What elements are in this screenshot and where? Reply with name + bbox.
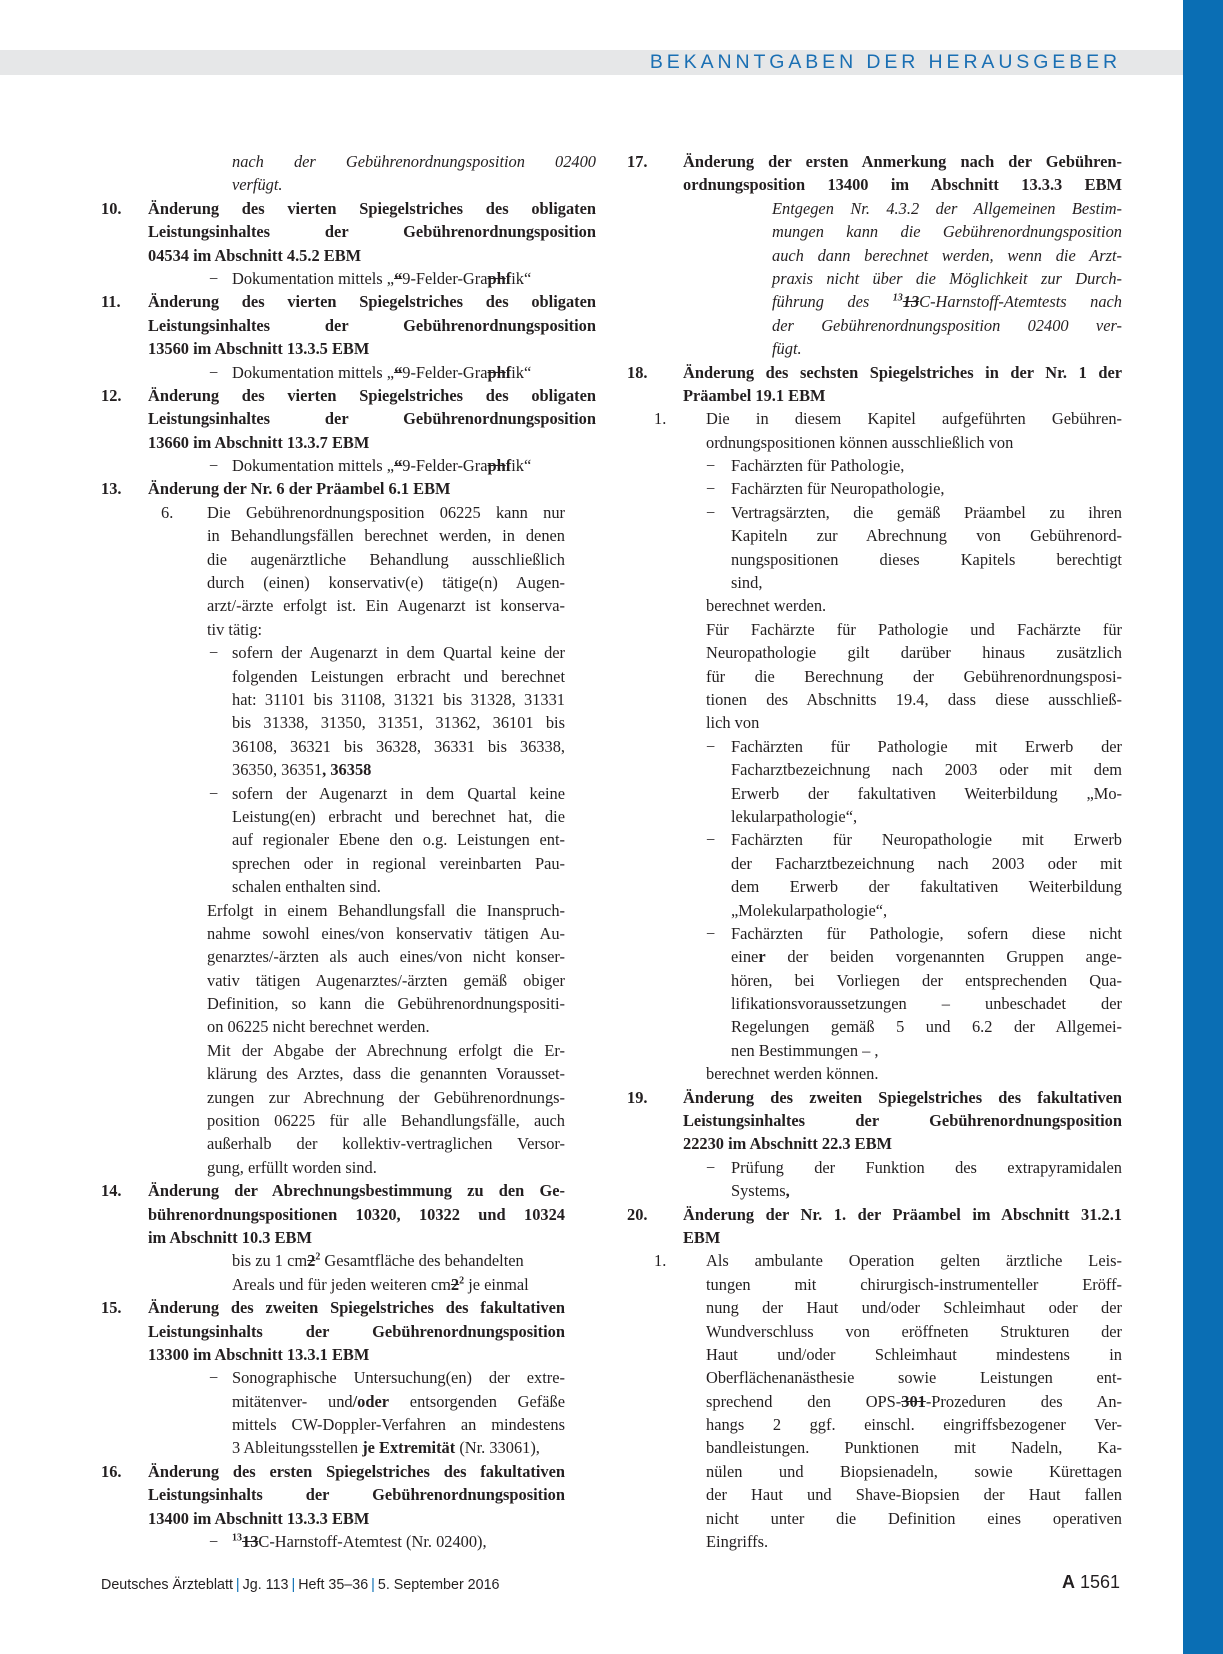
paragraph-line: tionen des Abschnitts 19.4, dass diese ausschließ- xyxy=(706,689,1122,709)
dash-item: − Dokumentation mittels „“9-Felder-Graphfik“ xyxy=(101,267,596,290)
amendment-number: 13. xyxy=(101,479,122,499)
paragraph-line: Wundverschluss von eröffneten Strukturen der xyxy=(706,1321,1122,1341)
amended-text-line: Areals und für jeden weiteren $cm2^2$ je einmal xyxy=(232,1274,529,1294)
dash-item-line: bis 31338, 31350, 31351, 31362, 36101 bis xyxy=(232,713,565,733)
issue-date: 5. September 2016 xyxy=(377,1577,500,1593)
amendment-number: 16. xyxy=(101,1461,122,1481)
amendment-heading-line: Präambel 19.1 EBM xyxy=(683,385,826,405)
italic-text-line: der Gebührenordnungsposition 02400 ver- xyxy=(772,315,1122,335)
dash-item: − Fachärzten für Pathologie mit Erwerb der xyxy=(627,735,1122,758)
amended-text-line: bis zu 1 $cm2^2$ Gesamtfläche des behandelten xyxy=(232,1251,524,1271)
inserted-text: , 36358 xyxy=(322,760,372,780)
dash-bullet: − xyxy=(706,1157,716,1177)
amendment-heading: 19. Änderung des zweiten Spiegelstriches des fakultativen xyxy=(627,1086,1122,1109)
page-prefix: A xyxy=(1061,1572,1075,1592)
dash-bullet: − xyxy=(706,923,716,943)
inserted-text: f xyxy=(505,362,512,382)
dash-item-line: dem Erwerb der fakultativen Weiterbildung xyxy=(731,877,1122,897)
inserted-superscript: 2 xyxy=(315,1251,321,1263)
amendment-13 xyxy=(101,477,596,1179)
amendment-heading-line: 13400 im Abschnitt 13.3.3 EBM xyxy=(148,1508,370,1528)
paragraph-line: berechnet werden können. xyxy=(706,1064,879,1084)
dash-item: − Fachärzten für Neuropathologie, xyxy=(627,477,1122,500)
paragraph-line: nicht unter die Definition eines operativen xyxy=(706,1508,1122,1528)
dash-item-line: auf regionaler Ebene den o.g. Leistungen ent- xyxy=(232,830,565,850)
amendment-heading-line: Leistungsinhaltes der Gebührenordnungsposition xyxy=(683,1111,1122,1131)
deleted-text: “ xyxy=(394,268,403,288)
amendment-heading: 13. Änderung der Nr. 6 der Präambel 6.1 EBM xyxy=(101,477,596,500)
amendment-number: 10. xyxy=(101,198,122,218)
page-number-value: 1561 xyxy=(1079,1572,1120,1592)
amendment-12 xyxy=(101,384,596,478)
inserted-text: r xyxy=(758,947,766,967)
paragraph-line: für die Berechnung der Gebührenordnungsposi- xyxy=(706,666,1122,686)
deleted-text: 2 xyxy=(450,1274,460,1294)
dash-item-line: „Molekularpathologie“, xyxy=(731,900,888,920)
paragraph-line: arzt/-ärzte erfolgt ist. Ein Augenarzt ist konserva- xyxy=(207,596,565,616)
italic-text-line: praxis nicht über die Möglichkeit zur Durch- xyxy=(772,268,1122,288)
paragraph-line: Haut und/oder Schleimhaut mindestens in xyxy=(706,1344,1122,1364)
paragraph-line: klärung des Arztes, dass die genannten Vorausset- xyxy=(207,1064,565,1084)
dash-bullet: − xyxy=(706,456,716,476)
separator-bar: | xyxy=(291,1577,296,1593)
amendment-number: 19. xyxy=(627,1087,648,1107)
left-column xyxy=(101,150,596,1553)
dash-item-line: nungspositionen dieses Kapitels berechtigt xyxy=(731,549,1122,569)
paragraph-line: 6. Die Gebührenordnungsposition 06225 kann nur xyxy=(101,501,596,524)
paragraph-line: durch (einen) konservativ(e) tätige(n) Augen- xyxy=(207,573,565,593)
paragraph-line: in Behandlungsfällen berechnet werden, in denen xyxy=(207,526,565,546)
deleted-text: “ xyxy=(394,456,403,476)
inserted-text: f xyxy=(505,268,512,288)
amendment-heading: 15. Änderung des zweiten Spiegelstriches des fakultativen xyxy=(101,1296,596,1319)
dash-bullet: − xyxy=(209,456,219,476)
paragraph-line: Oberflächenanästhesie sowie Leistungen ent- xyxy=(706,1368,1122,1388)
paragraph-line: genarztes/-ärzten als auch eines/von nicht konser- xyxy=(207,947,565,967)
paragraph-line: bandleistungen. Punktionen mit Nadeln, Ka- xyxy=(706,1438,1122,1458)
dash-bullet: − xyxy=(706,736,716,756)
amendment-heading-line: im Abschnitt 10.3 EBM xyxy=(148,1227,312,1247)
dash-item-line: Regelungen gemäß 5 und 6.2 der Allgemei- xyxy=(731,1017,1122,1037)
amendment-number: 20. xyxy=(627,1204,648,1224)
amendment-number: 12. xyxy=(101,385,122,405)
paragraph-line: tiv tätig: xyxy=(207,619,263,639)
paragraph-line: Mit der Abgabe der Abrechnung erfolgt die Er- xyxy=(207,1040,565,1060)
inserted-superscript: 13 xyxy=(892,292,903,304)
amendment-number: 14. xyxy=(101,1181,122,1201)
dash-item-line: lifikationsvoraussetzungen – unbeschadet der xyxy=(731,994,1122,1014)
dash-item: − sofern der Augenarzt in dem Quartal keine der xyxy=(101,641,596,664)
inserted-text: /oder xyxy=(352,1391,390,1411)
amendment-number: 18. xyxy=(627,362,648,382)
amendment-number: 15. xyxy=(101,1298,122,1318)
paragraph-line: on 06225 nicht berechnet werden. xyxy=(207,1017,430,1037)
deleted-text: 301 xyxy=(901,1391,926,1411)
dash-bullet: − xyxy=(706,479,716,499)
amendment-heading: 11. Änderung des vierten Spiegelstriches des obligaten xyxy=(101,290,596,313)
amendment-14 xyxy=(101,1179,596,1296)
inserted-text: je Extremität xyxy=(362,1438,456,1458)
dash-item-line: sprechen oder in regional vereinbarten Pau- xyxy=(232,853,565,873)
dash-item-line: mitätenver- und/oder entsorgenden Gefäße xyxy=(232,1391,565,1411)
amendment-heading-line: Leistungsinhaltes der Gebührenordnungsposition xyxy=(148,409,596,429)
paragraph-line: nülen und Biopsienadeln, sowie Kürettagen xyxy=(706,1461,1122,1481)
dash-item: − Dokumentation mittels „“9-Felder-Graphfik“ xyxy=(101,361,596,384)
dash-item-line: hat: 31101 bis 31108, 31321 bis 31328, 31331 xyxy=(232,689,565,709)
paragraph-line: 1. Die in diesem Kapitel aufgeführten Gebühren- xyxy=(627,407,1122,430)
paragraph-line: die augenärztliche Behandlung ausschließlich xyxy=(207,549,565,569)
amendment-heading-line: 13300 im Abschnitt 13.3.1 EBM xyxy=(148,1344,370,1364)
dash-item-line: Kapiteln zur Abrechnung von Gebührenord- xyxy=(731,526,1122,546)
amendment-heading-line: EBM xyxy=(683,1227,721,1247)
amendment-heading-line: Leistungsinhalts der Gebührenordnungsposition xyxy=(148,1485,565,1505)
amendment-16 xyxy=(101,1460,596,1554)
paragraph-line: nahme sowohl eines/von konservativ tätigen Au- xyxy=(207,923,565,943)
amendment-11 xyxy=(101,290,596,384)
paragraph-line: berechnet werden. xyxy=(706,596,827,616)
deleted-text: ph xyxy=(487,456,506,476)
amendment-heading: 12. Änderung des vierten Spiegelstriches des obligaten xyxy=(101,384,596,407)
dash-item-line: nen Bestimmungen – , xyxy=(731,1040,879,1060)
dash-item-line: hören, bei Vorliegen der entsprechenden Qua- xyxy=(731,970,1122,990)
journal-name: Deutsches Ärzteblatt xyxy=(101,1577,233,1593)
accent-sidebar-bar xyxy=(1183,0,1223,1654)
italic-text-line: führung des $^{13}$13C-Harnstoff-Atemtests nach xyxy=(772,292,1122,312)
amendment-10 xyxy=(101,197,596,291)
dash-item-line: 36350, 36351, 36358 xyxy=(232,760,372,780)
amendment-heading-line: 13560 im Abschnitt 13.3.5 EBM xyxy=(148,339,370,359)
dash-item-line: schalen enthalten sind. xyxy=(232,877,381,897)
separator-bar: | xyxy=(235,1577,240,1593)
amendment-19 xyxy=(627,1086,1122,1203)
dash-item: − sofern der Augenarzt in dem Quartal keine xyxy=(101,782,596,805)
paragraph-line: position 06225 für alle Behandlungsfälle, auch xyxy=(207,1111,565,1131)
amendment-heading: 16. Änderung des ersten Spiegelstriches des fakultativen xyxy=(101,1460,596,1483)
deleted-text: “ xyxy=(394,362,403,382)
paragraph-line: hangs 2 ggf. einschl. eingriffsbezogener Ver- xyxy=(706,1415,1122,1435)
amendment-heading-line: 04534 im Abschnitt 4.5.2 EBM xyxy=(148,245,362,265)
italic-text-line: Entgegen Nr. 4.3.2 der Allgemeinen Bestim- xyxy=(772,198,1122,218)
dash-item-line: Facharztbezeichnung nach 2003 oder mit dem xyxy=(731,760,1122,780)
separator-bar: | xyxy=(371,1577,375,1593)
dash-item-line: lekularpathologie“, xyxy=(731,806,858,826)
paragraph-line: nung der Haut und/oder Schleimhaut oder der xyxy=(706,1298,1122,1318)
dash-item-line: folgenden Leistungen erbracht und berechnet xyxy=(232,666,565,686)
amendment-number: 11. xyxy=(101,292,121,312)
footer-citation xyxy=(101,1574,499,1597)
amendment-heading-line: bührenordnungspositionen 10320, 10322 und 10324 xyxy=(148,1204,565,1224)
amendment-heading-line: 13660 im Abschnitt 13.3.7 EBM xyxy=(148,432,370,452)
dash-item: − Fachärzten für Neuropathologie mit Erwerb xyxy=(627,828,1122,851)
dash-bullet: − xyxy=(706,502,716,522)
amendment-20 xyxy=(627,1203,1122,1554)
deleted-text: ph xyxy=(487,268,506,288)
paragraph-line: zungen zur Abrechnung der Gebührenordnungs- xyxy=(207,1087,565,1107)
paragraph-line: lich von xyxy=(706,713,760,733)
paragraph-line: vativ tätigen Augenarztes/-ärzten gemäß obiger xyxy=(207,970,565,990)
amendment-heading: 20. Änderung der Nr. 1. der Präambel im Abschnitt 31.2.1 xyxy=(627,1203,1122,1226)
dash-item-line: sind, xyxy=(731,573,763,593)
dash-item-line: 3 Ableitungsstellen je Extremität (Nr. 33061), xyxy=(232,1438,540,1458)
paragraph-line: der Haut und Shave-Biopsien der Haut fallen xyxy=(706,1485,1122,1505)
dash-item: − Sonographische Untersuchung(en) der extre- xyxy=(101,1366,596,1389)
amendment-15 xyxy=(101,1296,596,1460)
inserted-text: f xyxy=(505,456,512,476)
dash-item-line: 36108, 36321 bis 36328, 36331 bis 36338, xyxy=(232,736,565,756)
dash-item-line: Systems, xyxy=(731,1181,790,1201)
italic-text-line: mungen kann die Gebührenordnungsposition xyxy=(772,222,1122,242)
dash-bullet: − xyxy=(209,268,219,288)
dash-item: − Fachärzten für Pathologie, xyxy=(627,454,1122,477)
dash-item: − $^{13}$13C-Harnstoff-Atemtest (Nr. 02400), xyxy=(101,1530,596,1553)
amendment-heading-line: 22230 im Abschnitt 22.3 EBM xyxy=(683,1134,892,1154)
paragraph-line: außerhalb der kollektiv-vertraglichen Versor- xyxy=(207,1134,565,1154)
deleted-text: 13 xyxy=(242,1532,259,1552)
sub-number: 1. xyxy=(654,409,667,429)
inserted-superscript: 13 xyxy=(232,1532,242,1544)
deleted-text: 13 xyxy=(902,292,920,312)
dash-bullet: − xyxy=(209,1368,219,1388)
paragraph-line: sprechend den OPS-301-Prozeduren des An- xyxy=(706,1391,1122,1411)
dash-bullet: − xyxy=(209,362,219,382)
paragraph-line: 1. Als ambulante Operation gelten ärztliche Leis- xyxy=(627,1249,1122,1272)
dash-item-line: der Facharztbezeichnung nach 2003 oder mit xyxy=(731,853,1122,873)
paragraph-line: Neuropathologie gilt darüber hinaus zusätzlich xyxy=(706,643,1122,663)
dash-item: − Prüfung der Funktion des extrapyramidalen xyxy=(627,1156,1122,1179)
amendment-heading: 14. Änderung der Abrechnungsbestimmung zu den Ge- xyxy=(101,1179,596,1202)
paragraph-line: gung, erfüllt worden sind. xyxy=(207,1157,377,1177)
amendment-heading: 10. Änderung des vierten Spiegelstriches des obligaten xyxy=(101,197,596,220)
dash-bullet: − xyxy=(209,783,219,803)
issue: Heft 35–36 xyxy=(298,1577,369,1593)
dash-item-line: einer der beiden vorgenannten Gruppen ange- xyxy=(731,947,1122,967)
dash-item: − Fachärzten für Pathologie, sofern diese nicht xyxy=(627,922,1122,945)
deleted-text: 2 xyxy=(307,1251,316,1271)
paragraph-line: Erfolgt in einem Behandlungsfall die Inanspruch- xyxy=(207,900,565,920)
amendment-heading-line: Leistungsinhaltes der Gebührenordnungsposition xyxy=(148,222,596,242)
inserted-text: , xyxy=(785,1181,790,1201)
amendment-17 xyxy=(627,150,1122,361)
amendment-heading-line: ordnungsposition 13400 im Abschnitt 13.3.3 EBM xyxy=(683,175,1122,195)
page-number xyxy=(1062,1571,1120,1594)
deleted-text: ph xyxy=(487,362,506,382)
paragraph-line: Eingriffs. xyxy=(706,1532,769,1552)
dash-item: − Dokumentation mittels „“9-Felder-Graphfik“ xyxy=(101,454,596,477)
dash-bullet: − xyxy=(706,830,716,850)
amendment-heading: 17. Änderung der ersten Anmerkung nach der Gebühren- xyxy=(627,150,1122,173)
italic-text-line: fügt. xyxy=(772,339,802,359)
amendment-number: 17. xyxy=(627,152,648,171)
amendment-heading-line: Leistungsinhaltes der Gebührenordnungsposition xyxy=(148,315,596,335)
amendment-heading: 18. Änderung des sechsten Spiegelstriches in der Nr. 1 der xyxy=(627,361,1122,384)
sub-number: 1. xyxy=(654,1251,667,1271)
dash-item-line: Leistung(en) erbracht und berechnet hat, die xyxy=(232,806,565,826)
italic-text-line: auch dann berechnet werden, wenn die Arzt- xyxy=(772,245,1122,265)
dash-bullet: − xyxy=(209,643,219,663)
inserted-superscript: 2 xyxy=(459,1275,465,1287)
section-header-title: BEKANNTGABEN DER HERAUSGEBER xyxy=(649,51,1121,73)
dash-bullet: − xyxy=(209,1532,219,1552)
volume: Jg. 113 xyxy=(242,1577,289,1593)
dash-item-line: Erwerb der fakultativen Weiterbildung „Mo- xyxy=(731,783,1122,803)
dash-item: − Vertragsärzten, die gemäß Präambel zu ihren xyxy=(627,501,1122,524)
right-column xyxy=(627,150,1122,1553)
sub-number: 6. xyxy=(161,502,174,522)
intro-line: verfügt. xyxy=(232,175,283,195)
dash-item-line: mittels CW-Doppler-Verfahren an mindestens xyxy=(232,1415,565,1435)
paragraph-line: ordnungspositionen können ausschließlich von xyxy=(706,432,1014,452)
amendment-18 xyxy=(627,361,1122,1086)
paragraph-line: tungen mit chirurgisch-instrumenteller Eröff- xyxy=(706,1274,1122,1294)
amendment-heading-line: Leistungsinhalts der Gebührenordnungsposition xyxy=(148,1321,565,1341)
intro-line: nach der Gebührenordnungsposition 02400 xyxy=(232,152,596,171)
paragraph-line: Definition, so kann die Gebührenordnungspositi- xyxy=(207,994,565,1014)
paragraph-line: Für Fachärzte für Pathologie und Fachärzte für xyxy=(706,619,1122,639)
